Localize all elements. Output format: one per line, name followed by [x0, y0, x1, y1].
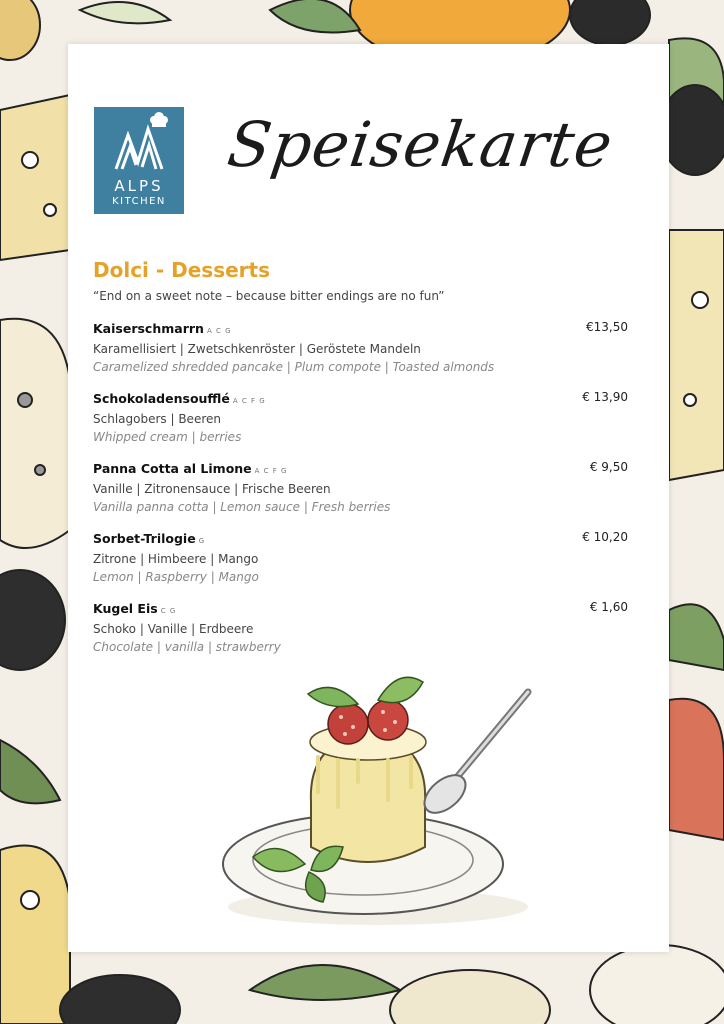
- panna-cotta-illustration: [213, 632, 543, 932]
- item-description-de: Karamellisiert | Zwetschkenröster | Geröstete Mandeln: [93, 342, 421, 356]
- menu-item: [93, 530, 645, 592]
- item-allergens: G: [198, 537, 206, 545]
- mountain-chef-hat-icon: [94, 107, 184, 177]
- item-price: € 9,50: [589, 460, 628, 474]
- menu-item: [93, 390, 645, 452]
- item-description-de: Schlagobers | Beeren: [93, 412, 221, 426]
- item-description-en: Chocolate | vanilla | strawberry: [93, 640, 281, 654]
- item-description-de: Vanille | Zitronensauce | Frische Beeren: [93, 482, 331, 496]
- section-tagline: “End on a sweet note – because bitter endings are no fun”: [93, 289, 445, 303]
- menu-item: [93, 320, 645, 382]
- item-description-en: Caramelized shredded pancake | Plum compote | Toasted almonds: [93, 360, 495, 374]
- menu-item: [93, 460, 645, 522]
- brand-name: ALPS: [114, 177, 164, 195]
- section-title: Dolci - Desserts: [93, 258, 271, 282]
- item-allergens: A C G: [206, 327, 232, 335]
- item-name: Kugel Eis: [93, 601, 158, 616]
- item-name: Kaiserschmarrn: [93, 321, 204, 336]
- item-allergens: A C F G: [254, 467, 288, 475]
- item-name: Sorbet-Trilogie: [93, 531, 196, 546]
- menu-sheet: [68, 44, 669, 952]
- item-allergens: A C F G: [232, 397, 266, 405]
- item-price: € 10,20: [582, 530, 628, 544]
- page-title: Speisekarte: [223, 108, 618, 181]
- item-description-de: Schoko | Vanille | Erdbeere: [93, 622, 254, 636]
- item-price: € 13,90: [582, 390, 628, 404]
- item-price: €13,50: [586, 320, 628, 334]
- item-description-de: Zitrone | Himbeere | Mango: [93, 552, 259, 566]
- item-name: Panna Cotta al Limone: [93, 461, 252, 476]
- item-price: € 1,60: [589, 600, 628, 614]
- item-allergens: C G: [160, 607, 177, 615]
- brand-logo: [94, 107, 184, 214]
- item-description-en: Vanilla panna cotta | Lemon sauce | Fresh berries: [93, 500, 391, 514]
- item-name: Schokoladensoufflé: [93, 391, 230, 406]
- item-description-en: Whipped cream | berries: [93, 430, 242, 444]
- item-description-en: Lemon | Raspberry | Mango: [93, 570, 259, 584]
- brand-subtitle: KITCHEN: [112, 196, 166, 207]
